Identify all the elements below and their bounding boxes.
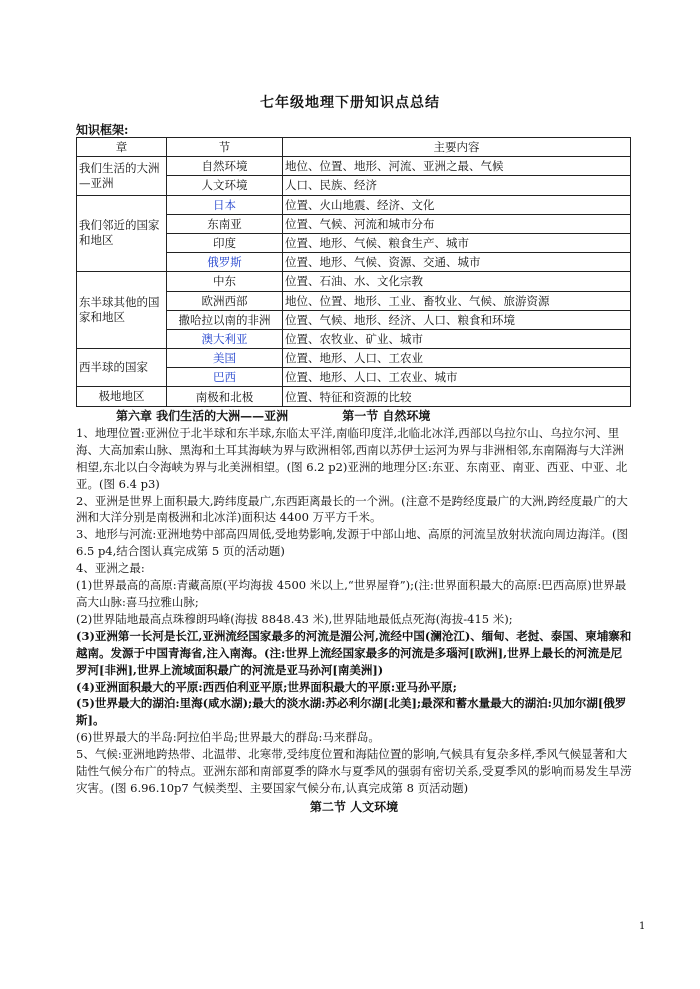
paragraph-climate: 5、气候:亚洲地跨热带、北温带、北寒带,受纬度位置和海陆位置的影响,气候具有复杂多样,季风气候显著和大陆性气候分布广的特点。亚洲东部和南部夏季的降水与夏季风的强弱有密切关系,受夏季风的影响而易发生旱涝灾害。(图 6.96.10p7 气候类型、主要国家气候分布,认真完成第 8 页活动题) — [76, 747, 632, 795]
chapter-title: 第六章 我们生活的大洲——亚洲 — [116, 409, 289, 423]
content-cell: 位置、地形、气候、资源、交通、城市 — [283, 253, 631, 272]
list-item: (2)世界陆地最高点珠穆朗玛峰(海拔 8848.43 米),世界陆地最低点死海(海拔-415 米); — [76, 611, 513, 626]
section-cell: 印度 — [167, 233, 283, 252]
table-row — [77, 157, 631, 176]
chapter-cell: 极地地区 — [77, 387, 167, 406]
list-item: (6)世界最大的半岛:阿拉伯半岛;世界最大的群岛:马来群岛。 — [76, 730, 380, 745]
framework-label: 知识框架: — [76, 123, 129, 137]
section-cell: 南极和北极 — [167, 387, 283, 406]
table-row — [77, 195, 631, 214]
section-cell: 巴西 — [167, 368, 283, 387]
content-cell: 位置、气候、地形、经济、人口、粮食和环境 — [283, 310, 631, 329]
list-item: (5)世界最大的湖泊:里海(咸水湖);最大的淡水湖:苏必利尔湖[北美];最深和蓄水量最大的湖泊:贝加尔湖[俄罗斯]。 — [76, 696, 627, 728]
header-content: 主要内容 — [283, 138, 631, 157]
list-item: (1)世界最高的高原:青藏高原(平均海拔 4500 米以上,“世界屋脊”);(注:世界面积最大的高原:巴西高原)世界最高大山脉:喜马拉雅山脉; — [76, 578, 627, 609]
chapter-cell: 西半球的国家 — [77, 349, 167, 387]
section-cell: 俄罗斯 — [167, 253, 283, 272]
body-text — [76, 408, 632, 816]
chapter-cell: 我们生活的大洲—亚洲 — [77, 157, 167, 195]
chapter-cell: 东半球其他的国家和地区 — [77, 272, 167, 349]
chapter-cell: 我们邻近的国家和地区 — [77, 195, 167, 272]
table-row — [77, 387, 631, 406]
table-header-row — [77, 138, 631, 157]
page-number: 1 — [639, 921, 646, 932]
section-cell: 澳大利亚 — [167, 329, 283, 348]
content-cell: 位置、特征和资源的比较 — [283, 387, 631, 406]
page-title: 七年级地理下册知识点总结 — [260, 95, 440, 111]
chapter-heading — [76, 408, 632, 425]
content-cell: 位置、农牧业、矿业、城市 — [283, 329, 631, 348]
table-row — [77, 272, 631, 291]
content-cell: 地位、位置、地形、河流、亚洲之最、气候 — [283, 157, 631, 176]
section-cell: 人文环境 — [167, 176, 283, 195]
list-item: (4)亚洲面积最大的平原:西西伯利亚平原;世界面积最大的平原:亚马孙平原; — [76, 679, 457, 694]
content-cell: 位置、地形、人口、工农业、城市 — [283, 368, 631, 387]
section-cell: 欧洲西部 — [167, 291, 283, 310]
paragraph-terrain: 3、地形与河流:亚洲地势中部高四周低,受地势影响,发源于中部山地、高原的河流呈放射状流向周边海洋。(图 6.5 p4,结合图认真完成第 5 页的活动题) — [76, 527, 628, 559]
content-cell: 地位、位置、地形、工业、畜牧业、气候、旅游资源 — [283, 291, 631, 310]
section-cell: 中东 — [167, 272, 283, 291]
header-section: 节 — [167, 138, 283, 157]
content-cell: 位置、石油、水、文化宗教 — [283, 272, 631, 291]
section-cell: 自然环境 — [167, 157, 283, 176]
content-cell: 人口、民族、经济 — [283, 176, 631, 195]
section-cell: 美国 — [167, 349, 283, 368]
list-item: (3)亚洲第一长河是长江,亚洲流经国家最多的河流是湄公河,流经中国(澜沧江)、缅甸、老挝、泰国、柬埔寨和越南。发源于中国青海省,注入南海。(注:世界上流经国家最多的河流是多瑙河[欧洲],世界上最长的河流是尼罗河[非洲],世界上流域面积最广的河流是亚马孙河[南美洲]) — [76, 628, 632, 677]
header-chapter: 章 — [77, 138, 167, 157]
section-2-heading: 第二节 人文环境 — [309, 799, 399, 814]
paragraph-superlatives: 4、亚洲之最: — [76, 561, 145, 576]
content-cell: 位置、地形、气候、粮食生产、城市 — [283, 233, 631, 252]
content-cell: 位置、火山地震、经济、文化 — [283, 195, 631, 214]
section-cell: 东南亚 — [167, 214, 283, 233]
content-cell: 位置、气候、河流和城市分布 — [283, 214, 631, 233]
section-cell: 日本 — [167, 195, 283, 214]
paragraph-location: 1、地理位置:亚洲位于北半球和东半球,东临太平洋,南临印度洋,北临北冰洋,西部以乌拉尔山、乌拉尔河、里海、大高加索山脉、黑海和土耳其海峡为界与欧洲相邻,西南以苏伊士运河为界与非洲相邻,东南隔海与大洋洲相望,东北以白令海峡为界与北美洲相望。(图 6.2 p2)亚洲的地理分区:东亚、东南亚、南亚、西亚、中亚、北亚。(图 6.4 p3) — [76, 425, 628, 491]
content-cell: 位置、地形、人口、工农业 — [283, 349, 631, 368]
section-cell: 撒哈拉以南的非洲 — [167, 310, 283, 329]
table-row — [77, 349, 631, 368]
section-title: 第一节 自然环境 — [342, 409, 431, 423]
paragraph-area: 2、亚洲是世界上面积最大,跨纬度最广,东西距离最长的一个洲。(注意不是跨经度最广的大洲,跨经度最广的大洲和大洋分别是南极洲和北冰洋)面积达 4400 万平方千米。 — [76, 493, 628, 525]
knowledge-table — [76, 137, 631, 407]
